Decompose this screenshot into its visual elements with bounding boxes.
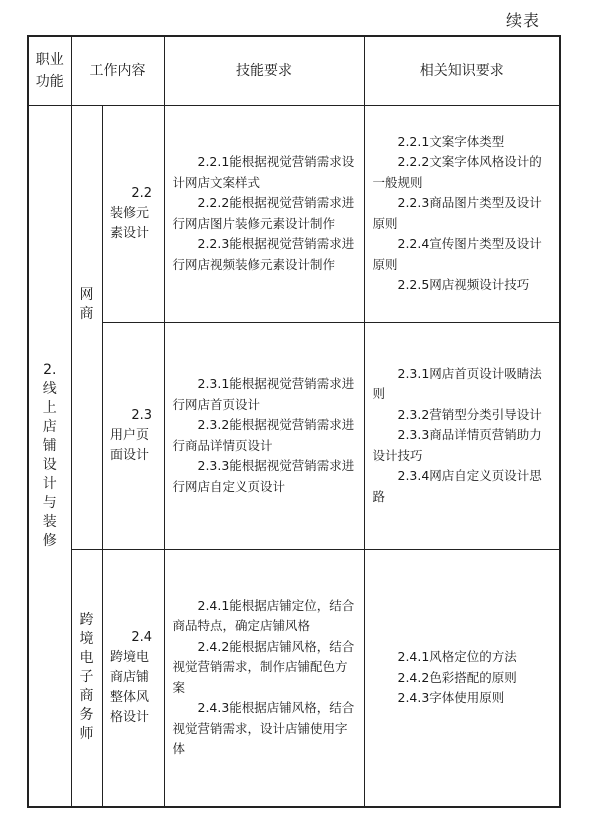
knowledge-cell bbox=[364, 105, 560, 322]
table-header-row bbox=[28, 36, 560, 105]
knowledge-item: 2.2.1文案字体类型 bbox=[397, 133, 505, 149]
header-skills: 技能要求 bbox=[164, 36, 364, 105]
skill-item: 2.2.3能根据视觉营销需求进行网店视频装修元素设计制作 bbox=[172, 236, 355, 272]
knowledge-item: 2.2.3商品图片类型及设计原则 bbox=[372, 195, 542, 231]
module-title: 装修元素设计 bbox=[110, 205, 150, 241]
header-knowledge: 相关知识要求 bbox=[364, 36, 560, 105]
skill-item: 2.3.2能根据视觉营销需求进行商品详情页设计 bbox=[172, 417, 355, 453]
function-label: 2.线上店铺设计与装修 bbox=[42, 361, 57, 549]
side-label-upper-cell bbox=[71, 105, 102, 549]
skills-cell bbox=[164, 105, 364, 322]
skill-item: 2.4.3能根据店铺风格，结合视觉营销需求，设计店铺使用字体 bbox=[172, 700, 355, 757]
function-cell bbox=[28, 105, 71, 807]
skill-item: 2.3.1能根据视觉营销需求进行网店首页设计 bbox=[172, 376, 355, 412]
module-cell bbox=[102, 105, 164, 322]
side-label-lower: 跨境电子商务师 bbox=[79, 612, 94, 743]
module-num: 2.3 bbox=[131, 407, 152, 423]
knowledge-item: 2.4.3字体使用原则 bbox=[397, 690, 505, 705]
table-row bbox=[28, 105, 560, 322]
header-function: 职业功能 bbox=[28, 36, 71, 105]
side-label-lower-cell bbox=[71, 549, 102, 807]
continued-label: 续表 bbox=[505, 11, 540, 30]
skills-cell bbox=[164, 322, 364, 549]
module-num: 2.4 bbox=[131, 629, 152, 645]
skill-item: 2.2.2能根据视觉营销需求进行网店图片装修元素设计制作 bbox=[172, 195, 355, 231]
knowledge-item: 2.2.4宣传图片类型及设计原则 bbox=[372, 236, 542, 272]
knowledge-item: 2.4.2色彩搭配的原则 bbox=[397, 669, 517, 685]
knowledge-cell bbox=[364, 322, 560, 549]
knowledge-cell bbox=[364, 549, 560, 807]
side-label-upper: 网商 bbox=[79, 286, 94, 322]
header-content: 工作内容 bbox=[71, 36, 164, 105]
knowledge-item: 2.3.1网店首页设计吸睛法则 bbox=[372, 365, 542, 402]
skills-cell bbox=[164, 549, 364, 807]
module-title: 跨境电商店铺整体风格设计 bbox=[110, 649, 150, 725]
knowledge-item: 2.3.4网店自定义页设计思路 bbox=[372, 468, 542, 504]
skill-item: 2.4.2能根据店铺风格，结合视觉营销需求，制作店铺配色方案 bbox=[172, 638, 355, 695]
skills-table bbox=[27, 35, 561, 808]
knowledge-item: 2.3.3商品详情页营销助力设计技巧 bbox=[372, 427, 542, 463]
module-cell bbox=[102, 549, 164, 807]
skill-item: 2.2.1能根据视觉营销需求设计网店文案样式 bbox=[172, 154, 355, 190]
knowledge-item: 2.2.2文案字体风格设计的一般规则 bbox=[372, 154, 542, 190]
module-num: 2.2 bbox=[131, 185, 152, 201]
table-row bbox=[28, 322, 560, 549]
skill-item: 2.3.3能根据视觉营销需求进行网店自定义页设计 bbox=[172, 458, 355, 494]
module-cell bbox=[102, 322, 164, 549]
knowledge-item: 2.2.5网店视频设计技巧 bbox=[397, 277, 530, 292]
skill-item: 2.4.1能根据店铺定位，结合商品特点，确定店铺风格 bbox=[172, 597, 355, 634]
table-row bbox=[28, 549, 560, 807]
knowledge-item: 2.3.2营销型分类引导设计 bbox=[397, 406, 542, 422]
module-title: 用户页面设计 bbox=[110, 427, 150, 463]
knowledge-item: 2.4.1风格定位的方法 bbox=[397, 649, 517, 664]
